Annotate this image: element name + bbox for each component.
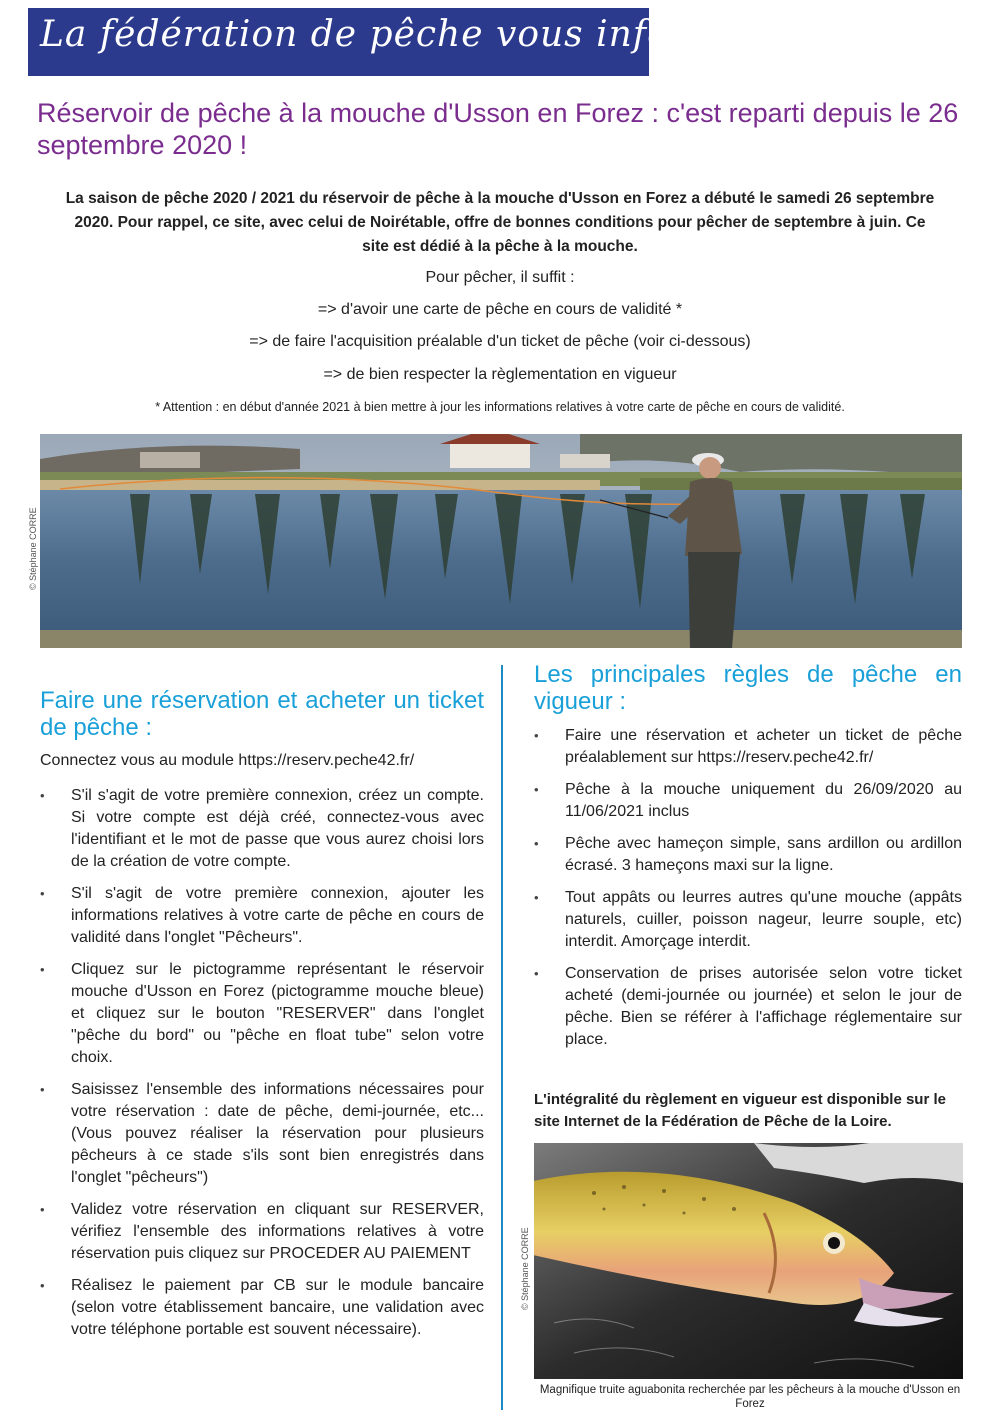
- intro-paragraph: La saison de pêche 2020 / 2021 du réservoir de pêche à la mouche d'Usson en Forez a débuté le samedi 26 septembre 2020. Pour rappel, ce site, avec celui de Noirétable, offre de bonnes conditions pour pêcher de septembre à juin. Ce site est dédié à la pêche à la mouche.: [65, 190, 935, 255]
- list-item: • Pêche à la mouche uniquement du 26/09/2020 au 11/06/2021 inclus: [534, 779, 962, 823]
- conditions-lead: Pour pêcher, il suffit :: [425, 269, 575, 286]
- photo-credit: © Stéphane CORRE: [520, 1227, 530, 1310]
- list-item: • Conservation de prises autorisée selon votre ticket acheté (demi-journée ou journée) et selon le jour de pêche. Bien se référer à l'affichage réglementaire sur place.: [534, 963, 962, 1051]
- list-item: • Faire une réservation et acheter un ticket de pêche préalablement sur https://reserv.peche42.fr/: [534, 725, 962, 769]
- list-item: • S'il s'agit de votre première connexion, ajouter les informations relatives à votre carte de pêche en cours de validité dans l'onglet "Pêcheurs".: [40, 883, 484, 949]
- rules-footer: L'intégralité du règlement en vigueur est disponible sur le site Internet de la Fédération de Pêche de la Loire.: [534, 1091, 946, 1130]
- list-item: • Pêche avec hameçon simple, sans ardillon ou ardillon écrasé. 3 hameçons maxi sur la ligne.: [534, 833, 962, 877]
- list-item: • Réalisez le paiement par CB sur le module bancaire (selon votre établissement bancaire, une validation avec votre téléphone portable est souvent nécessaire).: [40, 1275, 484, 1341]
- list-item: • Saisissez l'ensemble des informations nécessaires pour votre réservation : date de pêche, demi-journée, etc... (Vous pouvez réaliser la réservation pour plusieurs pêcheurs à ce stade s'ils sont bien enregistrés dans l'onglet "pêcheurs"): [40, 1079, 484, 1189]
- lake-fishing-photo: [40, 434, 962, 648]
- photo-caption: Magnifique truite aguabonita recherchée par les pêcheurs à la mouche d'Usson en Forez: [539, 1384, 961, 1410]
- rules-section-title: Les principales règles de pêche en vigueur :: [534, 661, 962, 715]
- reservation-section-title: Faire une réservation et acheter un ticket de pêche :: [40, 687, 484, 741]
- reservation-steps-list: [40, 785, 484, 1341]
- reservation-intro: Connectez vous au module https://reserv.peche42.fr/: [40, 752, 415, 769]
- photo-credit: © Stéphane CORRE: [28, 507, 38, 590]
- trout-photo: [534, 1143, 963, 1379]
- banner-title: La fédération de pêche vous informe: [40, 14, 746, 55]
- column-divider: [501, 665, 503, 1410]
- condition-item: => de faire l'acquisition préalable d'un ticket de pêche (voir ci-dessous): [249, 333, 751, 350]
- condition-item: => de bien respecter la règlementation en vigueur: [323, 366, 677, 383]
- trout-illustration: [534, 1143, 963, 1379]
- rules-list: [534, 725, 962, 1051]
- lake-fishing-illustration: [40, 434, 962, 648]
- validity-note: * Attention : en début d'année 2021 à bien mettre à jour les informations relatives à votre carte de pêche en cours de validité.: [155, 400, 845, 414]
- condition-item: => d'avoir une carte de pêche en cours de validité *: [317, 301, 683, 318]
- list-item: • S'il s'agit de votre première connexion, créez un compte. Si votre compte est déjà créé, connectez-vous avec l'identifiant et le mot de passe que vous aurez choisi lors de la création de votre compte.: [40, 785, 484, 873]
- page-title: Réservoir de pêche à la mouche d'Usson en Forez : c'est reparti depuis le 26 septembre 2020 !: [37, 98, 959, 160]
- list-item: • Cliquez sur le pictogramme représentant le réservoir mouche d'Usson en Forez (pictogramme mouche bleue) et cliquez sur le bouton "RESERVER" dans l'onglet "pêche du bord" ou "pêche en float tube" selon votre choix.: [40, 959, 484, 1069]
- list-item: • Tout appâts ou leurres autres qu'une mouche (appâts naturels, cuiller, poisson nageur, leurre souple, etc) interdit. Amorçage interdit.: [534, 887, 962, 953]
- list-item: • Validez votre réservation en cliquant sur RESERVER, vérifiez l'ensemble des informations relatives à votre réservation puis cliquez sur PROCEDER AU PAIEMENT: [40, 1199, 484, 1265]
